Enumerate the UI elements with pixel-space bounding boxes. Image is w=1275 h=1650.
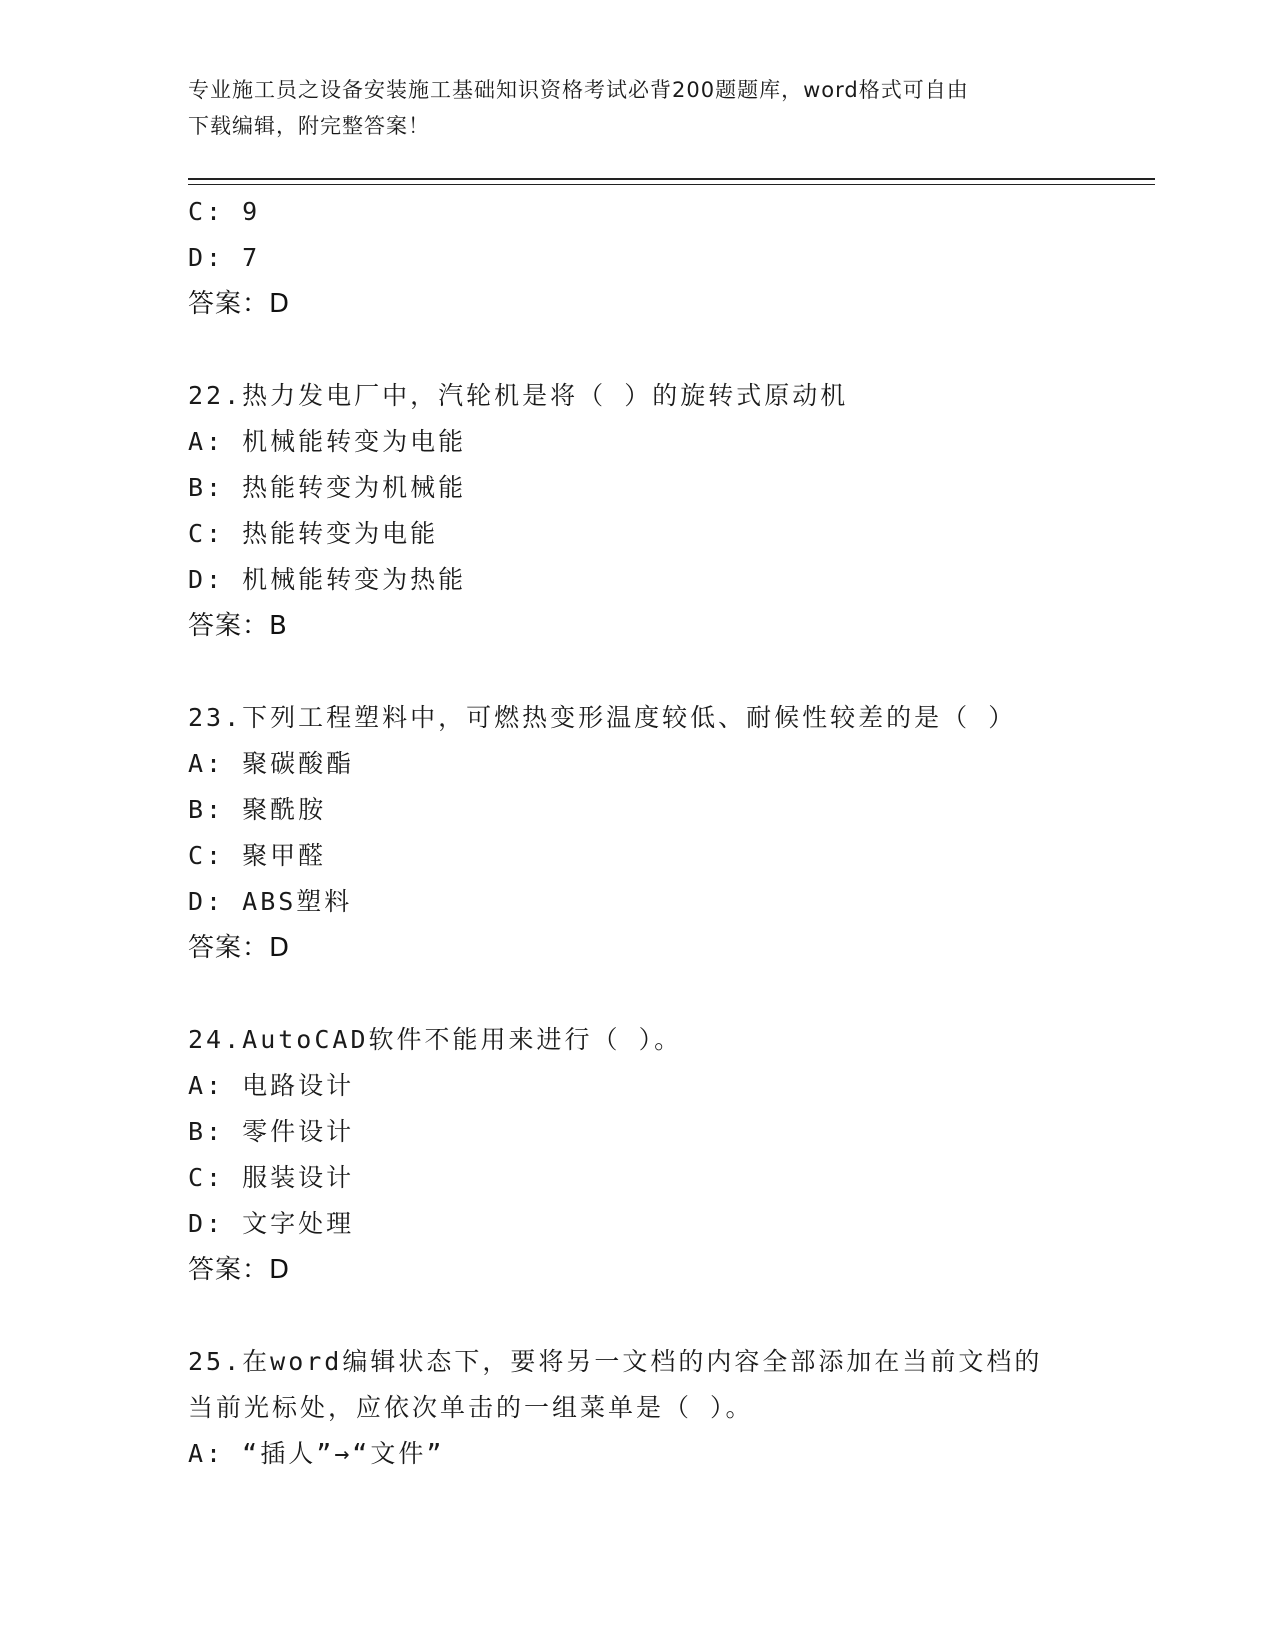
question-22 — [188, 373, 1148, 649]
question-stem: 23.下列工程塑料中，可燃热变形温度较低、耐候性较差的是（ ） — [188, 703, 1017, 732]
option-d: D: 文字处理 — [188, 1209, 355, 1238]
option-b: B: 零件设计 — [188, 1117, 355, 1146]
question-25 — [188, 1339, 1148, 1477]
option-c: C: 9 — [188, 197, 261, 226]
option-b: B: 聚酰胺 — [188, 795, 327, 824]
option-d: D: 机械能转变为热能 — [188, 565, 467, 594]
spacer — [188, 327, 1148, 373]
option-a: A: 机械能转变为电能 — [188, 427, 467, 456]
header-title-line-1: 专业施工员之设备安装施工基础知识资格考试必背200题题库，word格式可自由 — [188, 78, 969, 102]
spacer — [188, 649, 1148, 695]
option-b: B: 热能转变为机械能 — [188, 473, 467, 502]
option-a: A: 聚碳酸酯 — [188, 749, 355, 778]
question-stem-line-1: 25.在word编辑状态下，要将另一文档的内容全部添加在当前文档的 — [188, 1347, 1043, 1376]
option-c: C: 服装设计 — [188, 1163, 355, 1192]
answer-line: 答案：D — [188, 933, 291, 963]
spacer — [188, 971, 1148, 1017]
question-list — [188, 189, 1148, 1477]
question-stem: 22.热力发电厂中，汽轮机是将（ ）的旋转式原动机 — [188, 381, 849, 410]
option-c: C: 热能转变为电能 — [188, 519, 439, 548]
option-d: D: ABS塑料 — [188, 887, 353, 916]
option-c: C: 聚甲醛 — [188, 841, 327, 870]
question-stem-line-2: 当前光标处，应依次单击的一组菜单是（ ）。 — [188, 1393, 754, 1422]
header-divider-thick — [188, 178, 1155, 180]
option-d: D: 7 — [188, 243, 261, 272]
header-title-line-2: 下载编辑，附完整答案！ — [188, 114, 430, 138]
header-divider-thin — [188, 184, 1155, 185]
answer-line: 答案：B — [188, 611, 288, 641]
option-a: A: 电路设计 — [188, 1071, 355, 1100]
document-header — [188, 72, 1068, 144]
question-24 — [188, 1017, 1148, 1293]
question-21-tail — [188, 189, 1148, 327]
spacer — [188, 1293, 1148, 1339]
question-stem: 24.AutoCAD软件不能用来进行（ ）。 — [188, 1025, 683, 1054]
answer-line: 答案：D — [188, 1255, 291, 1285]
option-a: A: “插人”→“文件” — [188, 1439, 445, 1468]
answer-line: 答案：D — [188, 289, 291, 319]
question-23 — [188, 695, 1148, 971]
